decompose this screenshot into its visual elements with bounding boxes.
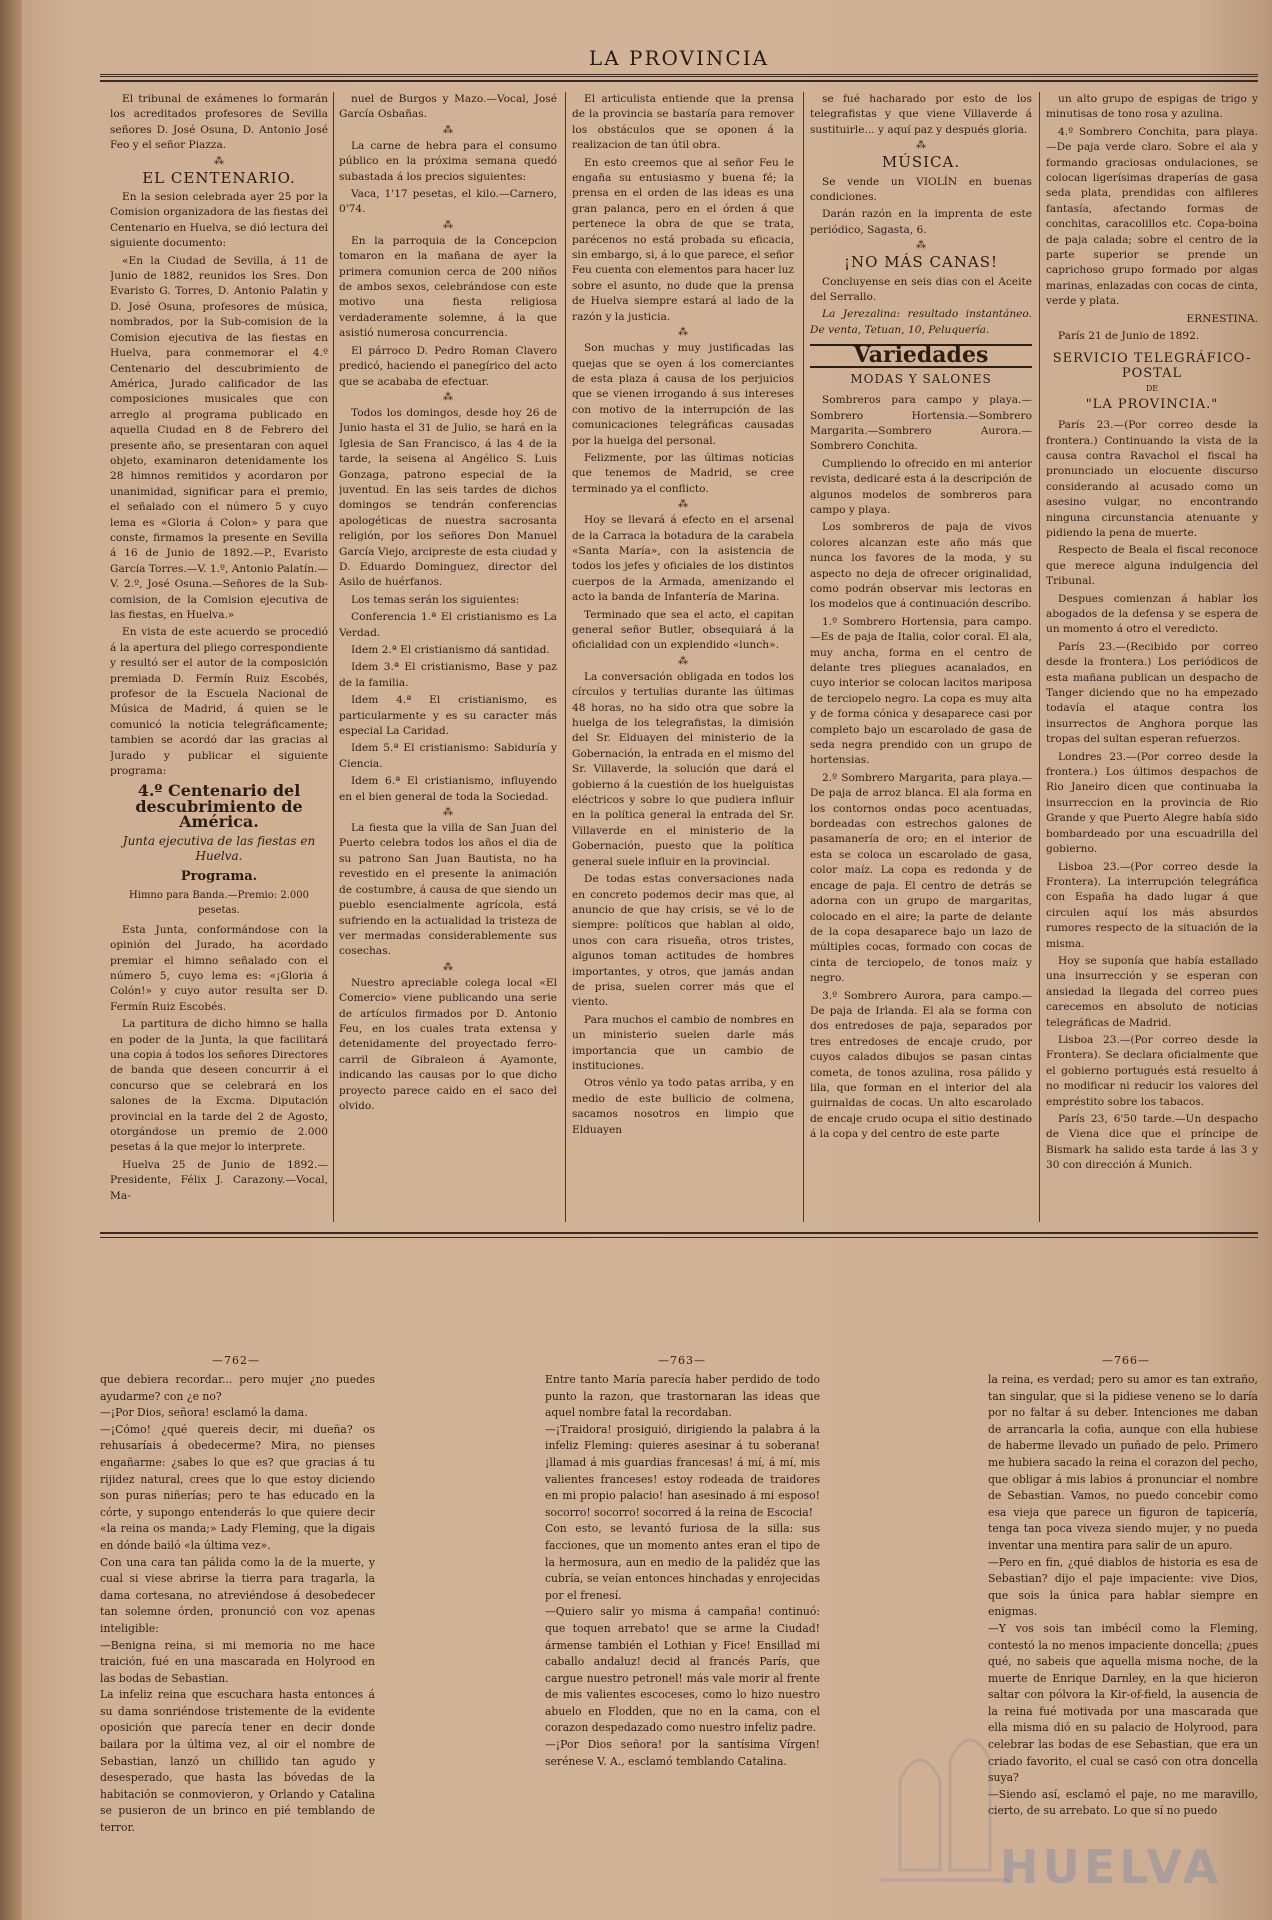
paragraph: Terminado que sea el acto, el capitan general señor Butler, obsequiará á la oficialidad con un explendido «lunch». (572, 608, 794, 652)
paragraph: 4.º Sombrero Conchita, para playa.—De paja verde claro. Sobre el ala y formando graciosas ondulaciones, se colocan ligerísimas draperías de gasa seda plata, prendidas con alfileres fantasía, afectando formas de conchitas, caracolillos etc. Copa-boina de paja calada; sobre el centro de la parte superior se prende un caprichoso grupo formado por algas marinas, enlazadas con cocas de cinta, verde y plata. (1046, 125, 1258, 308)
asterism: ⁂ (214, 155, 224, 167)
asterism: ⁂ (916, 140, 926, 152)
asterism: ⁂ (443, 807, 453, 819)
masthead: LA PROVINCIA (588, 46, 770, 70)
paragraph: 1.º Sombrero Hortensia, para campo.—Es de paja de Italia, color coral. El ala, muy ancha, forma en el centro de delante tres pliegues acanalados, en cuyo interior se colocan lacitos mariposa de terciopelo negro. La copa es muy alta y de forma cónica y desaparece casi por completo bajo un escarolado de gasa de seda negra prendido con un grupo de hortensias. (810, 615, 1032, 767)
paragraph: De todas estas conversaciones nada en concreto podemos decir mas que, al anuncio de que hay crisis, se vé lo de siempre: políticos que hablan al oido, unos con cara risueña, otros tristes, algunos toman actitudes de hombres importantes, y otros, que jamás andan de prisa, suelen correr más que el viento. (572, 873, 794, 1009)
asterism: ⁂ (443, 961, 453, 973)
watermark-text: HUELVA (1000, 1840, 1223, 1894)
paragraph: un alto grupo de espigas de trigo y minutisas de tono rosa y azulina. (1046, 93, 1258, 121)
paragraph: Se vende un VIOLÍN en buenas condiciones. (810, 175, 1032, 204)
column-4 (810, 92, 1032, 1222)
paragraph: Conferencia 1.ª El cristianismo es La Verdad. (339, 611, 557, 639)
asterism: ⁂ (443, 219, 453, 231)
section-heading: 4.º Centenario del descubrimiento de América. (135, 781, 303, 832)
paragraph: Lisboa 23.—(Por correo desde la Frontera). La interrupción telegráfica con España ha dado lugar á que circulen aquí los más absurdos rumores respecto de la situación de la misma. (1046, 860, 1258, 950)
binding-edge (0, 0, 22, 1920)
paragraph: Idem 3.ª El cristianismo, Base y paz de la familia. (339, 661, 557, 689)
subheading: Junta ejecutiva de las fiestas en Huelva. (122, 833, 316, 864)
top-rule-bold (100, 80, 1258, 82)
paragraph: La partitura de dicho himno se halla en poder de la Junta, la que facilitará una copia á todos los señores Directores de banda que deseen concurrir á el concurso que se celebrará en los salones de la Excma. Diputación provincial en la tarde del 2 de Agosto, otorgándose un premio de 2.000 pesetas á la que mejor lo interprete. (110, 1018, 328, 1154)
column-divider (333, 92, 334, 1222)
asterism: ⁂ (443, 124, 453, 136)
section-title: SERVICIO TELEGRÁFICO-POSTAL (1052, 350, 1252, 381)
serial-column-2: Entre tanto María parecía haber perdido de todo punto la razon, que trastornaran las ideas que aquel nombre fatal la recordaban. —¡Traidora! prosiguió, dirigiendo la palabra á la infeliz Fleming: quieres asesinar á tu soberana! ¡llamad á mis guardias francesas! á mí, á mí, mis valientes franceses! estoy rodeada de traidores en mi propio palacio! han asesinado á mi esposo! socorro! socorro! socorred á la reina de Escocia! Con esto, se levantó furiosa de la silla: sus facciones, que un momento antes eran el tipo de la hermosura, aun en medio de la palidéz que las cubría, se veían entonces hinchadas y enrojecidas por el frenesí. —Quiero salir yo misma á campaña! continuó: que toquen arrebato! que se arme la Ciudad! ármense también el Lothian y Fice! Ensillad mi caballo andaluz! decid al francés París, que cargue nuestro petronel! más vale morir al frente de mis valientes escoceses, como lo hizo nuestro abuelo en Flodden, que no en la cama, con el corazon despedazado como nuestro infeliz padre. —¡Por Dios señora! por la santísima Vírgen! serénese V. A., esclamó temblando Catalina. (545, 1373, 820, 1768)
paragraph: Hoy se suponía que había estallado una insurrección y se esperan con ansiedad la llegada del correo pues carecemos en absoluto de noticias telegráficas de Madrid. (1046, 954, 1258, 1029)
asterism: ⁂ (678, 655, 688, 667)
paragraph: Los sombreros de paja de vivos colores alcanzan este año más que nunca los favores de la moda, y su aspecto no deja de ofrecer originalidad, como podrán observar mis lectoras en los modelos que á continuación describo. (810, 521, 1032, 611)
subheading: Programa. (180, 868, 258, 884)
section-title-de: DE (1145, 384, 1159, 394)
serial-column-1: que debiera recordar... pero mujer ¿no puedes ayudarme? con ¿e no? —¡Por Dios, señora! esclamó la dama. —¡Cómo! ¿qué quereis decir, mi dueña? os rehusaríais á obedecerme? Mira, no pienses engañarme: ¿sabes lo que es? que gracias á tu rijidez natural, crees que lo que estoy diciendo son puras niñerías; pero te has educado en la córte, y supongo entenderás lo que quiere decir «la reina os manda;» Lady Fleming, que la digais en dónde bailó «la última vez». Con una cara tan pálida como la de la muerte, y cual si viese abrirse la tierra para tragarla, la dama cortesana, no atreviéndose á desobedecer tan solemne órden, pronunció con voz apenas inteligible: —Benigna reina, si mi memoria no me hace traición, fué en una mascarada en Holyrood en las bodas de Sebastian. La infeliz reina que escuchara hasta entonces á su dama sonriéndose tristemente de la evidente oposición que parecía tener en decir donde bailara por la última vez, al oir el nombre de Sebastian, lanzó un chillido tan agudo y desesperado, que hasta las bóvedas de la habitación se conmovieron, y Orlando y Catalina se pusieron de un brinco en pié temblando de terror. (100, 1373, 375, 1835)
asterism: ⁂ (678, 499, 688, 511)
signature: ERNESTINA. (1186, 312, 1258, 325)
top-rule (100, 74, 1258, 77)
paragraph: 3.º Sombrero Aurora, para campo.—De paja de Irlanda. El ala se forma con dos entredoses de paja, separados por tres entredoses de encaje crudo, por cuyos calados dibujos se pasan cintas cometa, de tonos azulina, rosa pálido y lila, que forman en el interior del ala guirnaldas de cocas. Un alto escarolado de encaje crudo ocupa el sitio destinado á la copa y del centro de este parte (810, 989, 1032, 1141)
column-divider (1039, 92, 1040, 1222)
column-1 (110, 92, 328, 1222)
paragraph: El articulista entiende que la prensa de la provincia se bastaría para remover los obstáculos que se oponen á la realizacion de tan útil obra. (572, 93, 794, 152)
paragraph: Otros vénlo ya todo patas arriba, y en medio de este bullicio de colmena, sacamos nosotros en limpio que Elduayen (572, 1077, 794, 1136)
paragraph: Respecto de Beala el fiscal reconoce que merece alguna indulgencia del Tribunal. (1046, 544, 1258, 588)
paragraph: El tribunal de exámenes lo formarán los acreditados profesores de Sevilla señores D. José Osuna, D. Antonio José Feo y el señor Piazza. (110, 93, 328, 152)
ad-heading: MÚSICA. (881, 153, 961, 172)
bottom-rule (100, 1232, 1258, 1238)
column-3 (572, 92, 794, 1222)
paragraph: Nuestro apreciable colega local «El Comercio» viene publicando una serie de artículos firmados por D. Antonio Feu, en los cuales trata extensa y detenidamente del proyectado ferro-carril de Gibraleon á Ayamonte, indicando las causas por lo que dicho proyecto parece caido en el saco del olvido. (339, 976, 557, 1112)
paragraph: París 23, 6'50 tarde.—Un despacho de Viena dice que el príncipe de Bismark ha salido esta tarde á las 3 y 30 con dirección á Munich. (1046, 1113, 1258, 1172)
paragraph: La conversación obligada en todos los círculos y tertulias durante las últimas 48 horas, no ha sido otra que sobre la huelga de los telegrafistas, la dimisión del Sr. Elduayen del ministerio de la Gobernación, la entrada en el mismo del Sr. Villaverde, la solución que dará el gobierno á la cuestión de los huelguistas eléctricos y sobre lo que pudiera influir en la política general la entrada del Sr. Villaverde en el ministerio de la Gobernación, puesto que la política general suele influir en la provincial. (572, 670, 794, 868)
page-number: —766— (1102, 1354, 1150, 1367)
column-2 (339, 92, 557, 1222)
page-number: —762— (212, 1354, 260, 1367)
paragraph: En la sesion celebrada ayer 25 por la Comision organizadora de las fiestas del Centenario en Huelva, se dió lectura del siguiente documento: (110, 191, 328, 250)
paragraph: Idem 2.ª El cristianismo dá santidad. (351, 644, 550, 656)
subheading: Himno para Banda.—Premio: 2.000 pesetas. (129, 889, 309, 917)
paragraph: Todos los domingos, desde hoy 26 de Junio hasta el 31 de Julio, se hará en la Iglesia de San Francisco, á las 4 de la tarde, la seisena al Angélico S. Luis Gonzaga, patrono especial de la juventud. En las seis tardes de dichos domingos se tendrán conferencias apologéticas de nuestra sacrosanta religión, por los señores Don Manuel García Viejo, arcipreste de esta ciudad y D. Eduardo Dominguez, director del Asilo de huérfanos. (339, 406, 557, 589)
paragraph: En la parroquia de la Concepcion tomaron en la mañana de ayer la primera comunion cerca de 200 niños de ambos sexos, celebrándose con este motivo una fiesta religiosa verdaderamente solemne, á la que asistió numerosa concurrencia. (339, 234, 557, 340)
asterism: ⁂ (443, 391, 453, 403)
paragraph: París 23.—(Recibido por correo desde la frontera.) Los periódicos de esta mañana publican un despacho de Tanger diciendo que no ha empezado todavía el ataque contra los insurrectos de Anghora porque las tropas del sultan esperan refuerzos. (1046, 640, 1258, 746)
section-title-paper: "LA PROVINCIA." (1085, 396, 1219, 412)
paragraph: Despues comienzan á hablar los abogados de la defensa y se espera de un momento á otro el veredicto. (1046, 592, 1258, 636)
section-heading: EL CENTENARIO. (142, 168, 296, 187)
paragraph: Idem 4.ª El cristianismo, es particularmente y es su caracter más especial La Caridad. (339, 694, 557, 738)
paragraph: se fué hacharado por esto de los telegrafistas y que viene Villaverde á sustituirle... y aquí paz y después gloria. (810, 93, 1032, 136)
paragraph: Idem 5.ª El cristianismo: Sabiduría y Ciencia. (339, 742, 557, 770)
paragraph: Son muchas y muy justificadas las quejas que se oyen á los comerciantes de esta plaza á causa de los perjuicios que se vienen irrogando á sus intereses con motivo de la interrupción de las comunicaciones telegráficas causadas por la huelga del personal. (572, 342, 794, 447)
paragraph: Huelva 25 de Junio de 1892.—Presidente, Félix J. Carazony.—Vocal, Ma- (110, 1158, 328, 1202)
section-title: Variedades (810, 344, 1032, 367)
paragraph: Idem 6.ª El cristianismo, influyendo en el bien general de toda la Sociedad. (339, 775, 557, 803)
paragraph: Felizmente, por las últimas noticias que tenemos de Madrid, se cree terminado ya el conflicto. (572, 451, 794, 495)
paragraph: Darán razón en la imprenta de este periódico, Sagasta, 6. (810, 208, 1032, 236)
paragraph: Para muchos el cambio de nombres en un ministerio suelen darle más importancia que un cambio de instituciones. (572, 1013, 794, 1072)
paragraph: La Jerezalina: resultado instantáneo. De venta, Tetuan, 10, Peluquería. (810, 308, 1032, 336)
paragraph: Esta Junta, conformándose con la opinión del Jurado, ha acordado premiar el himno señalado con el número 5, cuyo lema es: «¡Gloria á Colón!» y cuyo autor resulta ser D. Fermín Ruiz Escobés. (110, 923, 328, 1013)
paragraph: 2.º Sombrero Margarita, para playa.—De paja de arroz blanca. El ala forma en los contornos ondas poco acentuadas, bordeadas con estrechos galones de pasamanería de oro; en el interior de esta se coloca un escarolado de gasa, color maíz. La copa es redonda y de encage de paja. El centro de detrás se adorna con un grupo de margaritas, colocado en el aire; la parte de delante de la copa desaparece bajo un lazo de múltiples cocas, formado con cocas de cinta de terciopelo, de tonos maíz y negro. (810, 771, 1032, 985)
paragraph: Concluyense en seis dias con el Aceite del Serrallo. (810, 275, 1032, 304)
paragraph: La fiesta que la villa de San Juan del Puerto celebra todos los años el dia de su patrono San Juan Bautista, no ha revestido en el presente la animación de costumbre, á causa de que siendo un pueblo esencialmente agrícola, está sufriendo en la actualidad la tristeza de ver mermadas considerablemente sus cosechas. (339, 822, 557, 958)
asterism: ⁂ (916, 240, 926, 252)
paragraph: Vaca, 1'17 pesetas, el kilo.—Carnero, 0'74. (339, 188, 557, 216)
section-subtitle: MODAS Y SALONES (850, 371, 992, 386)
page-number: —763— (658, 1354, 706, 1367)
dateline: París 21 de Junio de 1892. (1058, 330, 1200, 343)
serial-column-3: la reina, es verdad; pero su amor es tan extraño, tan singular, que si la pidiese veneno se lo daría por no faltar á su deber. Intenciones me daban de arrancarla la cofia, aunque con ella hubiese de haberme llevado un puñado de pelo. Primero me hubiera sacado la reina el corazon del pecho, que obligar á mis labios á pronunciar el nombre de Sebastian. Vamos, no puedo concebir como esa vieja que parece un figuron de tapicería, tenga tan poca viveza siendo mujer, y no pueda inventar una mentira para salir de un apuro. —Pero en fin, ¿qué diablos de historia es esa de Sebastian? dijo el paje impaciente: vive Dios, que sois la única para hablar siempre en enigmas. —Y vos sois tan imbécil como la Fleming, contestó la no menos impaciente doncella; ¿pues qué, no sabeis que aquella misma noche, de la muerte de Enrique Darnley, en la que hicieron saltar con pólvora la Kir-of-field, la ausencia de la reina fué motivada por una mascarada que ella misma dió en su palacio de Holyrood, para celebrar las bodas de ese Sebastian, que era un criado favorito, el cual se casó con otra doncella suya? —Siendo así, esclamó el paje, no me maravillo, cierto, de su arrebato. Lo que sí no puedo (988, 1373, 1258, 1818)
column-divider (565, 92, 566, 1222)
paragraph: Cumpliendo lo ofrecido en mi anterior revista, dedicaré esta á la descripción de algunos modelos de sombreros para campo y playa. (810, 457, 1032, 516)
paragraph: En vista de este acuerdo se procedió á la apertura del pliego correspondiente y resultó ser el autor de la composición premiada D. Fermín Ruiz Escobés, profesor de la Escuela Nacional de Música de Madrid, á quien se le comunicó la noticia telegráficamente; tambien se acordó dar las gracias al Jurado y publicar el siguiente programa: (110, 626, 328, 778)
paragraph: Londres 23.—(Por correo desde la frontera.) Los últimos despachos de Rio Janeiro dicen que continuaba la insurreccion en la provincia de Rio Grande y que Puerto Alegre había sido bombardeado por una escuadrilla del gobierno. (1046, 750, 1258, 856)
ad-heading: ¡NO MÁS CANAS! (843, 253, 999, 272)
paragraph: «En la Ciudad de Sevilla, á 11 de Junio de 1882, reunidos los Sres. Don Evaristo G. Torres, D. Antonio Palatin y D. José Osuna, profesores de música, nombrados, por la Sub-comision de la Comision ejecutiva de las fiestas en Huelva, para conmemorar el 4.º Centenario del descubrimiento de América, Jurado calificador de las composiciones musicales que con arreglo al programa publicado en aquella Ciudad en 8 de Febrero del presente año, se presentaran con aquel objeto, examinaron detenidamente los 28 himnos remitidos y acordaron por unanimidad, significar para el premio, el señalado con el número 5 y cuyo lema es «Gloria á Colon» y para que conste, firmamos la presente en Sevilla á 16 de Junio de 1892.—P., Evaristo García Torres.—V. 1.º, Antonio Palatín.—V. 2.º, José Osuna.—Señores de la Sub-comision, de la Comision ejecutiva de las fiestas, en Huelva.» (110, 254, 328, 621)
paragraph: París 23.—(Por correo desde la frontera.) Continuando la vista de la causa contra Ravachol el fiscal ha pronunciado un elocuente discurso considerando al acusado como un asesino vulgar, no encontrando ninguna circunstancia atenuante y pidiendo la pena de muerte. (1046, 419, 1258, 539)
paragraph: nuel de Burgos y Mazo.—Vocal, José García Osbañas. (339, 93, 557, 121)
paragraph: Los temas serán los siguientes: (351, 593, 520, 606)
paragraph: Sombreros para campo y playa.—Sombrero Hortensia.—Sombrero Margarita.—Sombrero Aurora.—Sombrero Conchita. (810, 394, 1032, 453)
paragraph: En esto creemos que al señor Feu le engaña su entusiasmo y buena fé; la prensa en el orden de las ideas es una gran palanca, pero en el órden á que pertenece la obra de que se trata, parécenos no está probada su eficacia, sin embargo, si, á lo que parece, el señor Feu cuenta con elementos para hacer luz sobre el asunto, no dude que la prensa de Huelva siempre estará al lado de la razón y la justicia. (572, 156, 794, 323)
column-5 (1046, 92, 1258, 1222)
paragraph: Lisboa 23.—(Por correo desde la Frontera). Se declara oficialmente que el gobierno portugués está resuelto á no modificar ni reducir los valores del empréstito sobre los tabacos. (1046, 1033, 1258, 1108)
column-divider (803, 92, 804, 1222)
paragraph: El párroco D. Pedro Roman Clavero predicó, haciendo el panegírico del acto que se acababa de efectuar. (339, 344, 557, 388)
asterism: ⁂ (678, 327, 688, 339)
paragraph: La carne de hebra para el consumo público en la próxima semana quedó subastada á los precios siguientes: (339, 139, 557, 183)
paragraph: Hoy se llevará á efecto en el arsenal de la Carraca la botadura de la carabela «Santa María», con la asistencia de todos los jefes y oficiales de los distintos cuerpos de la Armada, amenizando el acto la banda de Infantería de Marina. (572, 514, 794, 604)
